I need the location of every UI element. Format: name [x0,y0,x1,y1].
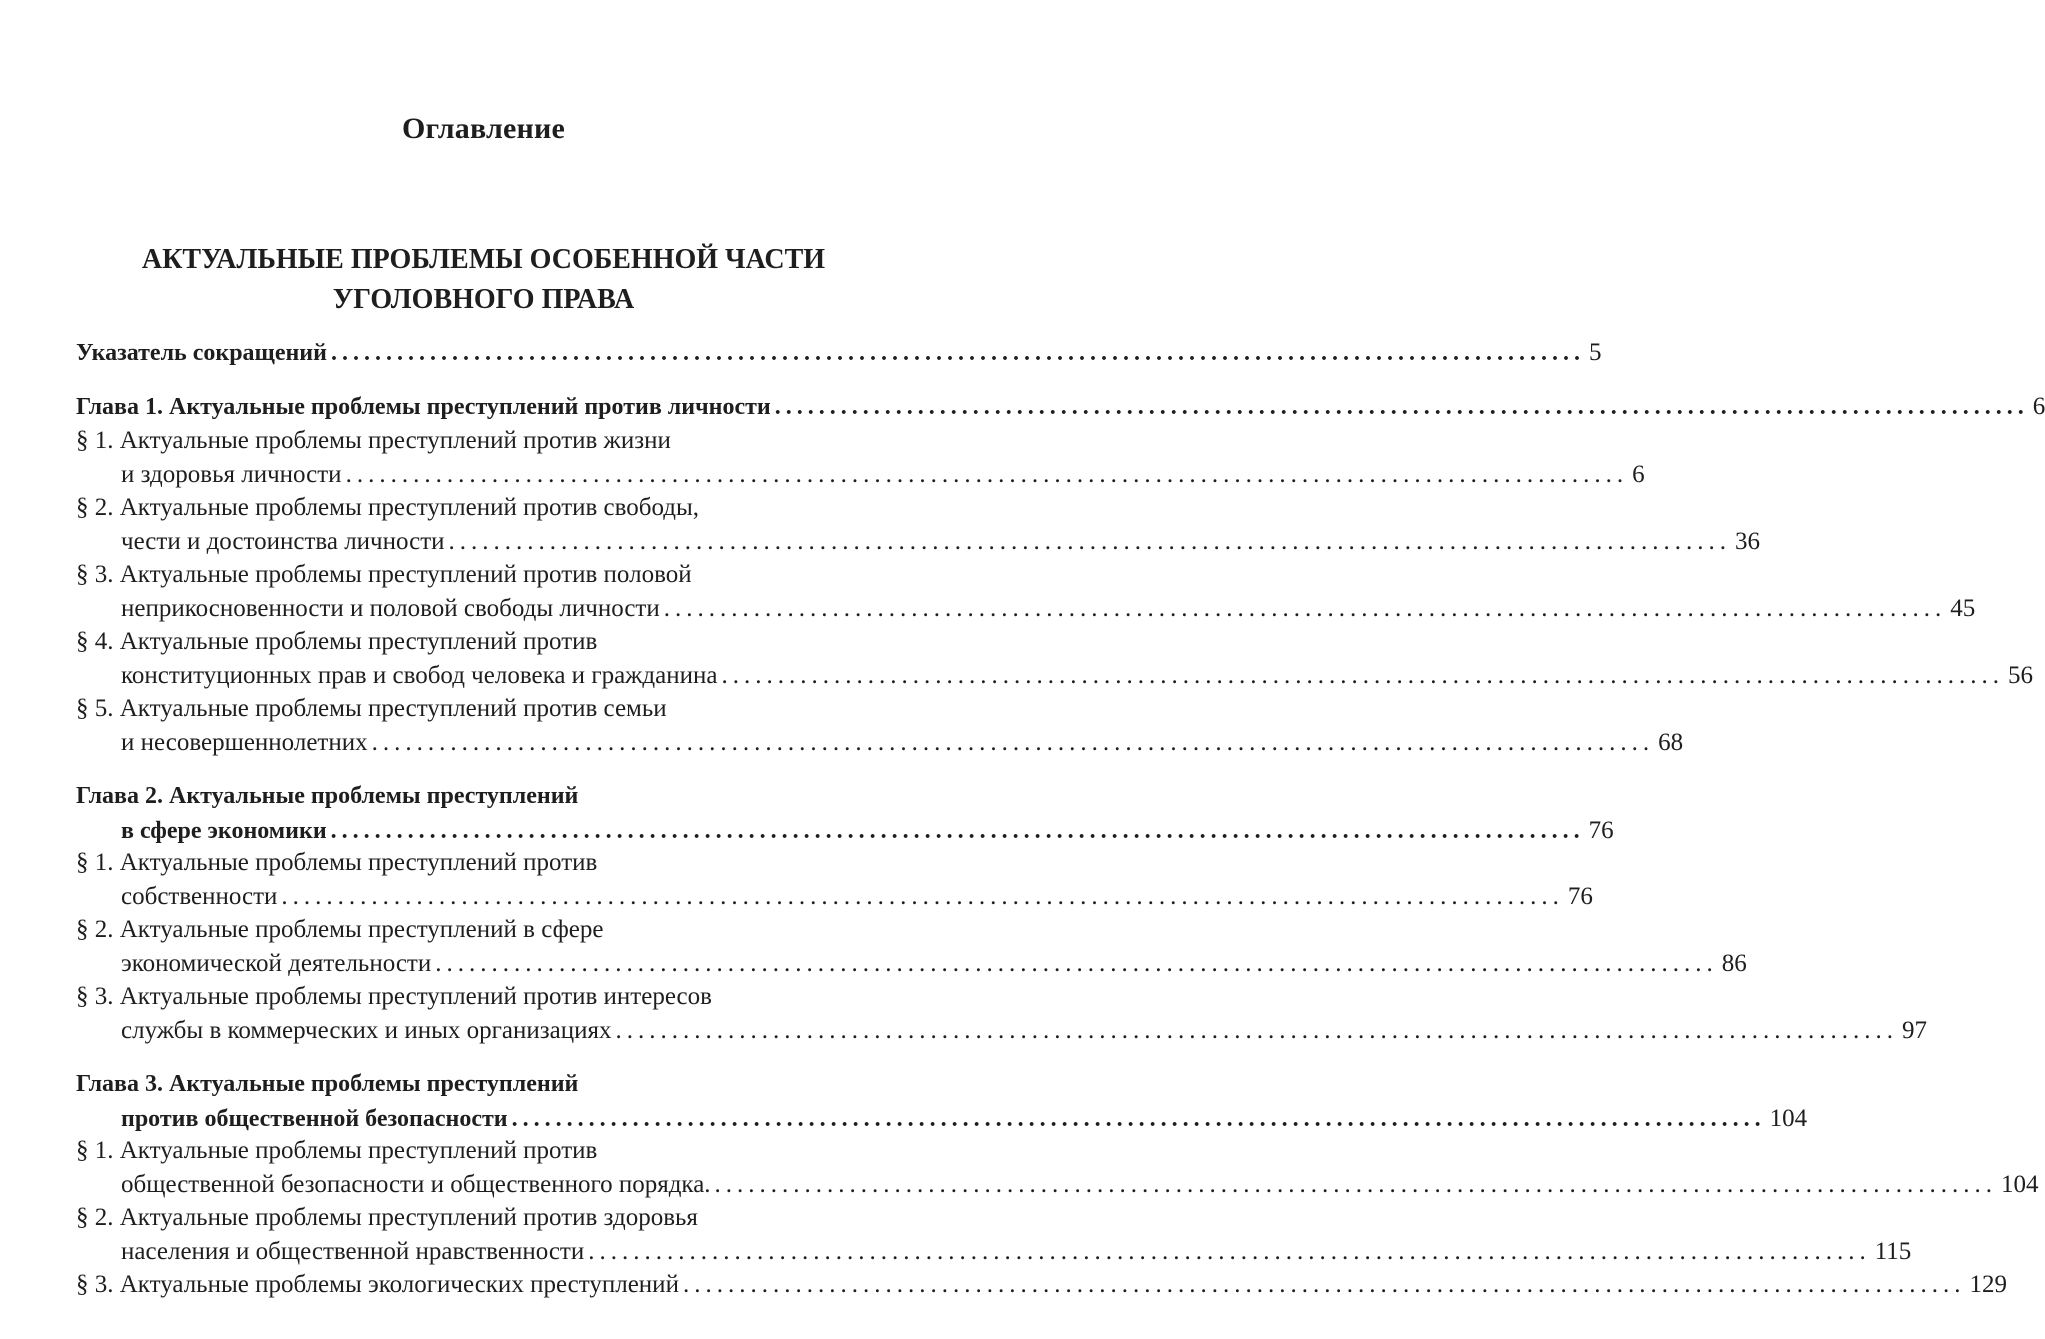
toc-entry-line [76,525,1761,559]
dot-leader: .................................................................................................................. [511,1105,1766,1132]
toc-entry-line [76,558,907,592]
dot-leader: .................................................................................................................. [281,882,1564,910]
toc-entry-line [76,980,907,1014]
toc-entry-line [76,491,907,525]
toc-entry-text: Глава 1. Актуальные проблемы преступлений против личности [76,394,771,420]
toc-entry-text: общественной безопасности и общественного порядка. [121,1170,711,1198]
toc-entry-line [76,659,2033,693]
toc-entry-text: и несовершеннолетних [121,728,368,756]
page-number: 68 [1658,728,1684,756]
dot-leader: .................................................................................................................. [371,728,1655,756]
page-number: 104 [2001,1170,2039,1198]
toc-entry[interactable] [76,558,1976,625]
toc-entry-text: § 2. Актуальные проблемы преступлений против здоровья [76,1204,698,1231]
toc-entry-text: и здоровья личности [121,460,342,488]
toc-entry-text: § 4. Актуальные проблемы преступлений против [76,628,598,655]
toc-entry-line [76,1102,1808,1136]
toc-entry-line [76,913,907,947]
toc-entry[interactable] [76,1201,1912,1268]
toc-entry-line [76,780,907,814]
toc-entry-line [76,947,1747,981]
dot-leader: .................................................................................................................. [588,1237,1871,1265]
dot-leader: .................................................................................................................. [448,527,1732,555]
dot-leader: .................................................................................................................. [682,1271,1966,1298]
toc-entry-line [76,1134,907,1168]
toc-entry-text: Глава 3. Актуальные проблемы преступлений [76,1071,579,1097]
page-number: 56 [2007,661,2033,689]
toc-entry[interactable] [76,1268,2007,1302]
toc-entry[interactable] [76,780,1614,847]
part-title [80,240,887,320]
page-number: 6 [1632,460,1645,488]
toc-entry-line [76,424,907,458]
dot-leader: .................................................................................................................. [435,949,1718,977]
toc-entry-text: § 3. Актуальные проблемы экологических преступлений [76,1271,679,1298]
dot-leader: .................................................................................................................. [330,817,1585,844]
toc-entry-line [76,625,907,659]
toc-entry-text: населения и общественной нравственности [121,1237,585,1265]
toc-entry-text: собственности [121,882,278,910]
page-number: 5 [1588,339,1602,366]
toc-entry-text: § 1. Актуальные проблемы преступлений против [76,1137,598,1164]
dot-leader: .................................................................................................................. [663,594,1947,622]
page-number: 76 [1588,816,1614,844]
dot-leader: .................................................................................................................. [714,1170,1998,1198]
toc-entry-text: Глава 2. Актуальные проблемы преступлений [76,783,579,809]
toc-entry-text: § 2. Актуальные проблемы преступлений в сфере [76,916,604,943]
dot-leader: .................................................................................................................. [345,460,1629,488]
toc-entry[interactable] [76,1134,2039,1201]
page-number: 36 [1735,527,1761,555]
toc-entry[interactable] [76,491,1761,558]
toc-entry-line [76,1014,1927,1048]
toc-entry-line [76,458,1645,492]
dot-leader: .................................................................................................................. [615,1016,1898,1044]
toc-entry-line [76,592,1976,626]
page-number: 115 [1874,1237,1912,1265]
toc-entry-line [76,880,1593,914]
page-number: 45 [1950,594,1976,622]
toc-entry-text: § 2. Актуальные проблемы преступлений против свободы, [76,494,700,521]
toc-entry[interactable] [76,336,1602,370]
toc-entry-text: службы в коммерческих и иных организациях [121,1016,612,1044]
toc-entry-line [76,1168,2039,1202]
page-number: 86 [1721,949,1747,977]
toc-entry-line [76,814,1614,848]
toc-entry-text: § 1. Актуальные проблемы преступлений против жизни [76,427,671,454]
toc-entry-text: § 5. Актуальные проблемы преступлений против семьи [76,695,667,722]
dot-leader: .................................................................................................................. [774,394,2029,420]
toc-entry-text: чести и достоинства личности [121,527,445,555]
toc-entry-line [76,726,1684,760]
toc-entry-text: § 3. Актуальные проблемы преступлений против интересов [76,983,712,1010]
toc-entry[interactable] [76,980,1927,1047]
dot-leader: .................................................................................................................. [721,661,2004,689]
page-number: 6 [2032,393,2045,420]
toc-entry[interactable] [76,424,1645,491]
toc-entry-text: неприкосновенности и половой свободы личности [121,594,660,622]
toc-entry-line [76,1235,1912,1269]
page-number: 97 [1901,1016,1927,1044]
toc-entry-line [76,692,907,726]
toc-entry-text: против общественной безопасности [121,1105,508,1132]
toc-entry[interactable] [76,692,1684,759]
toc-entry-line [76,1068,907,1102]
toc-entry[interactable] [76,625,2033,692]
toc-entry-line [76,390,2045,424]
toc-entry[interactable] [76,846,1593,913]
page-title: Оглавление [401,112,566,145]
toc-entry[interactable] [76,913,1747,980]
toc-entry-line [76,1268,2007,1302]
dot-leader: .................................................................................................................. [330,340,1585,366]
toc-entry[interactable] [76,1068,1808,1135]
toc-entry-text: в сфере экономики [121,817,327,844]
toc-entry-text: § 3. Актуальные проблемы преступлений против половой [76,561,692,588]
toc-entry-text: Указатель сокращений [76,340,327,366]
toc-entry-text: конституционных прав и свобод человека и гражданина [121,661,718,689]
toc-entry-line [76,846,907,880]
page-number: 129 [1969,1271,2007,1298]
page-number: 104 [1769,1104,1808,1132]
toc-entry-line [76,1201,907,1235]
toc-entry-text: экономической деятельности [121,949,432,977]
toc-entry[interactable] [76,390,2045,424]
part-title-line: АКТУАЛЬНЫЕ ПРОБЛЕМЫ ОСОБЕННОЙ ЧАСТИ [141,244,826,275]
part-title-line: УГОЛОВНОГО ПРАВА [332,284,635,315]
page-number: 76 [1567,882,1593,910]
toc-entry-line [76,336,1602,370]
toc-entry-text: § 1. Актуальные проблемы преступлений против [76,849,598,876]
